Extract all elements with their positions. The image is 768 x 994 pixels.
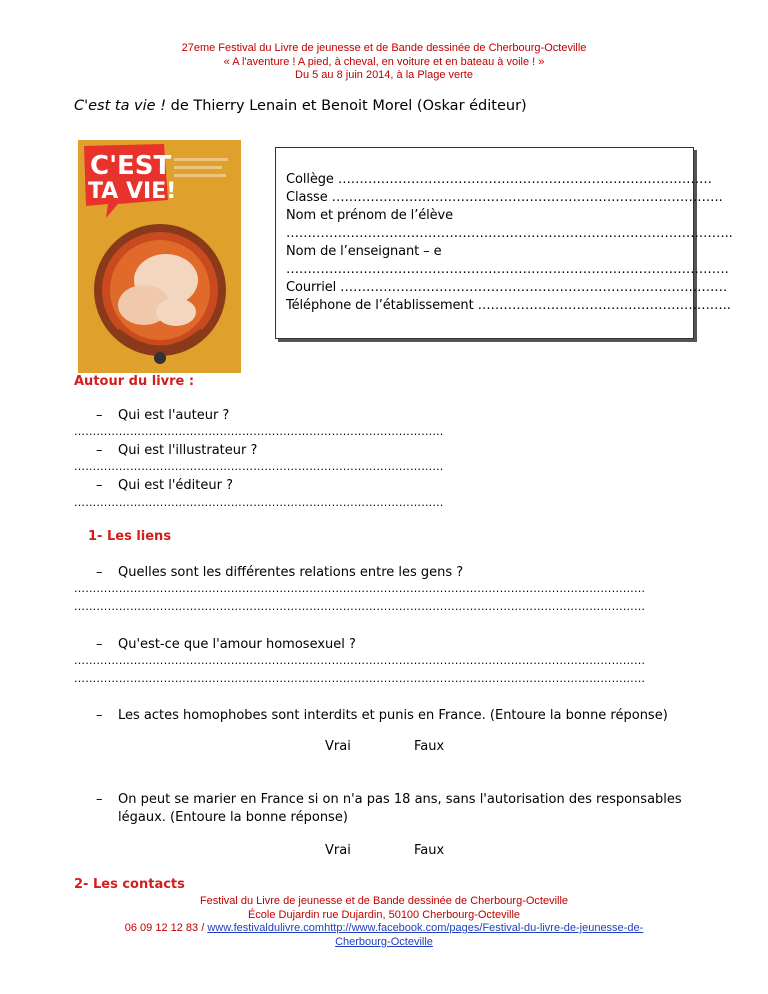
- college-field[interactable]: Collège ……………………………………………………………………………: [286, 172, 712, 187]
- email-field[interactable]: Courriel ………………………………………………………………………………: [286, 280, 728, 295]
- answer-line[interactable]: ………………………………………………………………………………………: [74, 496, 444, 509]
- book-cover-illustration: [78, 140, 241, 373]
- cover-title-1: C'EST: [90, 151, 172, 181]
- header-line-2: « A l'aventure ! A pied, à cheval, en voiture et en bateau à voile ! »: [223, 55, 545, 68]
- book-title-line: [74, 98, 527, 114]
- answer-vrai[interactable]: Vrai: [325, 739, 351, 754]
- autour-heading: Autour du livre :: [74, 374, 195, 389]
- header-line-3: Du 5 au 8 juin 2014, à la Plage verte: [295, 69, 473, 81]
- answer-faux[interactable]: Faux: [414, 843, 445, 858]
- festival-website-link[interactable]: www.festivaldulivre.com: [207, 922, 325, 934]
- teacher-name-label: Nom de l’enseignant – e: [286, 244, 442, 259]
- answer-line[interactable]: ………………………………………………………………………………………: [74, 425, 444, 438]
- question-illustrator: – Qui est l'illustrateur ?: [96, 443, 258, 458]
- phone-field[interactable]: Téléphone de l’établissement …………………………………………………..: [286, 298, 731, 313]
- answer-faux[interactable]: Faux: [414, 739, 445, 754]
- book-cover-image: [78, 140, 241, 373]
- student-info-box: [275, 147, 733, 339]
- book-title: C'est ta vie !: [74, 98, 167, 114]
- question-marriage: – On peut se marier en France si on n'a pas 18 ans, sans l'autorisation des responsables légaux. (Entoure la bonne réponse): [96, 792, 682, 825]
- footer-line-4: [0, 936, 768, 950]
- contacts-heading: 2- Les contacts: [74, 877, 185, 892]
- teacher-name-field[interactable]: ………………………………………………………………………………………….: [286, 262, 729, 277]
- facebook-link[interactable]: http://www.facebook.com/pages/Festival-du-livre-de-jeunesse-de-: [324, 922, 644, 934]
- header-line-1: 27eme Festival du Livre de jeunesse et de Bande dessinée de Cherbourg-Octeville: [181, 42, 587, 54]
- question-homophobic-acts: – Les actes homophobes sont interdits et punis en France. (Entoure la bonne réponse): [96, 708, 668, 723]
- question-author: – Qui est l'auteur ?: [96, 408, 230, 423]
- liens-heading: 1- Les liens: [88, 529, 172, 544]
- answer-line[interactable]: ………………………………………………………………………………………………………………………………………: [74, 672, 646, 685]
- answer-vrai[interactable]: Vrai: [325, 843, 351, 858]
- footer-line-3: [0, 922, 768, 936]
- question-homosexual-love: – Qu'est-ce que l'amour homosexuel ?: [96, 637, 356, 652]
- question-relations: – Quelles sont les différentes relations entre les gens ?: [96, 565, 464, 580]
- question-publisher: – Qui est l'éditeur ?: [96, 478, 233, 493]
- student-name-label: Nom et prénom de l’élève: [286, 208, 454, 223]
- document-footer: [0, 895, 768, 949]
- answer-line[interactable]: ………………………………………………………………………………………………………………………………………: [74, 654, 646, 667]
- footer-line-1: Festival du Livre de jeunesse et de Bande dessinée de Cherbourg-Octeville: [199, 895, 569, 907]
- facebook-link-continued[interactable]: Cherbourg-Octeville: [335, 935, 433, 948]
- answer-line[interactable]: ………………………………………………………………………………………: [74, 460, 444, 473]
- answer-line[interactable]: ………………………………………………………………………………………………………………………………………: [74, 600, 646, 613]
- footer-phone: 06 09 12 12 83 /: [124, 922, 208, 934]
- document-header: [0, 42, 768, 83]
- classe-field[interactable]: Classe ……………………………………………………………………………….: [286, 190, 723, 205]
- footer-line-2: École Dujardin rue Dujardin, 50100 Cherbourg-Octeville: [247, 908, 521, 921]
- book-authors: de Thierry Lenain et Benoit Morel (Oskar éditeur): [166, 98, 527, 114]
- cover-title-2: TA VIE!: [88, 179, 177, 204]
- student-name-field[interactable]: …………………………………………………………………………………………..: [286, 226, 733, 241]
- answer-line[interactable]: ………………………………………………………………………………………………………………………………………: [74, 582, 646, 595]
